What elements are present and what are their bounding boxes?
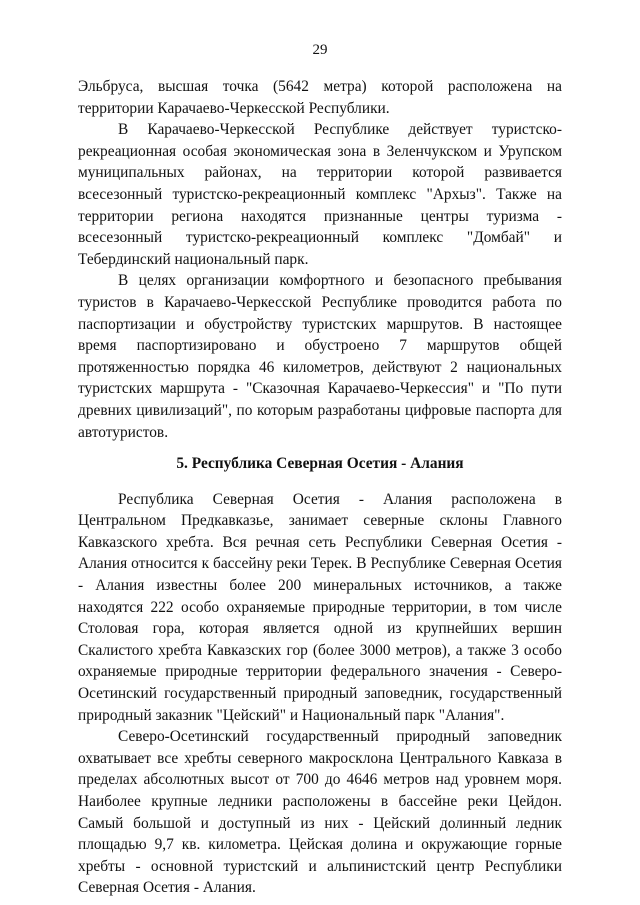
paragraph-ossetia-reserve: Северо-Осетинский государственный природный заповедник охватывает все хребты северного макросклона Центрального Кавказа в пределах абсолютных высот от 700 до 4646 метров над уровнем моря. Наиболее крупные ледники расположены в бассейне реки Цейдон. Самый большой и доступный из них - Цейский долинный ледник площадью 9,7 кв. километра. Цейская долина и окружающие горные хребты - основной туристский и альпинистский центр Республики Северная Осетия - Алания. [78,728,562,897]
page-number: 29 [312,42,328,58]
paragraph-ossetia-overview: Республика Северная Осетия - Алания расположена в Центральном Предкавказье, занимает северные склоны Главного Кавказского хребта. Вся речная сеть Республики Северная Осетия - Алания относится к бассейну реки Терек. В Республике Северная Осетия - Алания известны более 200 минеральных источников, а также находятся 222 особо охраняемые природные территории, в том числе Столовая гора, которая является одной из крупнейших вершин Скалистого хребта Кавказских гор (более 3000 метров), а также 3 особо охраняемые природные территории федерального значения - Северо-Осетинский государственный природный заповедник, государственный природный заказник "Цейский" и Национальный парк "Алания". [78,490,562,724]
paragraph-kchr-tourism-zone: В Карачаево-Черкесской Республике действует туристско-рекреационная особая экономическая зона в Зеленчукском и Урупском муниципальных районах, на территории которой развивается всесезонный туристско-рекреационный комплекс "Архыз". Также на территории региона находятся признанные центры туризма - всесезонный туристско-рекреационный комплекс "Домбай" и Тебердинский национальный парк. [78,121,562,268]
paragraph-kchr-routes: В целях организации комфортного и безопасного пребывания туристов в Карачаево-Черкесской Республике проводится работа по паспортизации и обустройству туристских маршрутов. В настоящее время паспортизировано и обустроено 7 маршрутов общей протяженностью порядка 46 километров, действуют 2 национальных туристских маршрута - "Сказочная Карачаево-Черкессия" и "По пути древних цивилизаций", по которым разработаны цифровые паспорта для автотуристов. [78,272,562,441]
paragraph-elbrus: Эльбруса, высшая точка (5642 метра) которой расположена на территории Карачаево-Черкесской Республики. [78,78,562,117]
section-heading: 5. Республика Северная Осетия - Алания [176,455,464,473]
document-body [78,76,562,899]
